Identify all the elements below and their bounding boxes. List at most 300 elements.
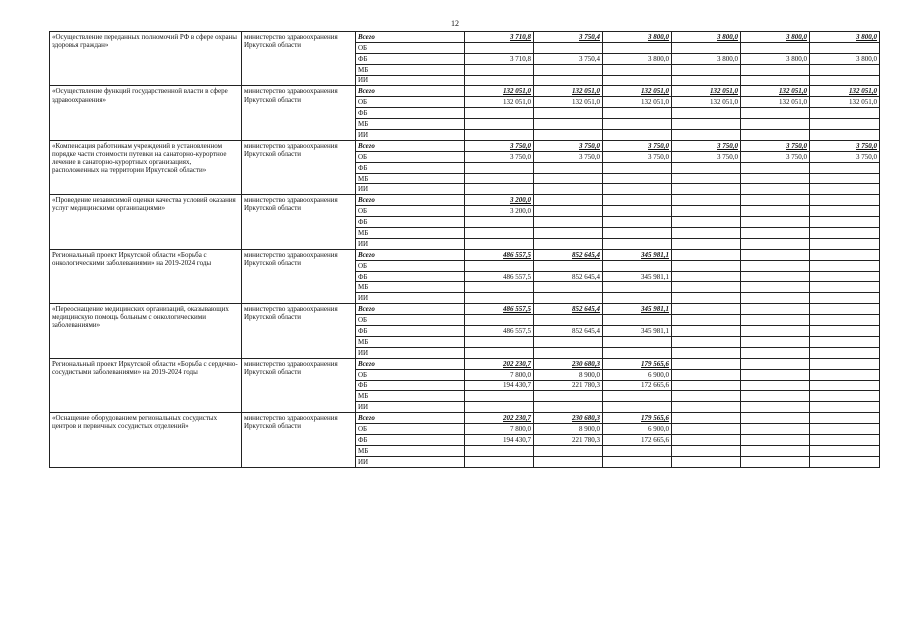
funding-value [741, 64, 810, 75]
funding-value [672, 271, 741, 282]
funding-source: Всего [356, 304, 465, 315]
funding-value: 132 051,0 [603, 97, 672, 108]
funding-value [810, 64, 880, 75]
funding-value [741, 195, 810, 206]
funding-value [603, 315, 672, 326]
funding-source: ИИ [356, 184, 465, 195]
funding-value [810, 238, 880, 249]
funding-value [534, 130, 603, 141]
funding-value: 132 051,0 [810, 97, 880, 108]
funding-value [810, 336, 880, 347]
funding-value: 132 051,0 [534, 97, 603, 108]
funding-source: Всего [356, 249, 465, 260]
funding-value [672, 336, 741, 347]
funding-source: ФБ [356, 53, 465, 64]
funding-value [810, 184, 880, 195]
funding-value [603, 445, 672, 456]
funding-value [465, 238, 534, 249]
funding-value [810, 380, 880, 391]
funding-value: 132 051,0 [672, 97, 741, 108]
funding-value: 852 645,4 [534, 249, 603, 260]
funding-source: ФБ [356, 108, 465, 119]
table-body [50, 32, 880, 468]
funding-value: 3 750,0 [534, 151, 603, 162]
funding-value [810, 228, 880, 239]
funding-value: 8 900,0 [534, 424, 603, 435]
funding-value: 852 645,4 [534, 271, 603, 282]
funding-value: 132 051,0 [603, 86, 672, 97]
funding-source: ФБ [356, 380, 465, 391]
funding-value [810, 445, 880, 456]
funding-value: 132 051,0 [465, 86, 534, 97]
funding-value [534, 119, 603, 130]
funding-value [741, 391, 810, 402]
measure-description: Региональный проект Иркутской области «Борьба с сердечно-сосудистыми заболеваниями» на 2019-2024 годы [50, 358, 242, 412]
funding-source: ФБ [356, 162, 465, 173]
funding-value [603, 119, 672, 130]
funding-value [534, 75, 603, 86]
funding-value [603, 402, 672, 413]
funding-value [603, 282, 672, 293]
funding-value [810, 282, 880, 293]
funding-value [672, 130, 741, 141]
funding-value [741, 293, 810, 304]
funding-value [534, 336, 603, 347]
table-row [50, 195, 880, 206]
funding-value [741, 217, 810, 228]
funding-value [465, 184, 534, 195]
funding-value [810, 293, 880, 304]
funding-value [465, 391, 534, 402]
funding-value [603, 228, 672, 239]
funding-value: 194 430,7 [465, 434, 534, 445]
funding-value [810, 347, 880, 358]
funding-value [672, 369, 741, 380]
funding-value: 194 430,7 [465, 380, 534, 391]
funding-source: МБ [356, 173, 465, 184]
funding-value [465, 456, 534, 467]
funding-value: 3 750,0 [672, 140, 741, 151]
funding-value: 486 557,5 [465, 271, 534, 282]
funding-source: Всего [356, 140, 465, 151]
funding-value [465, 119, 534, 130]
funding-value [534, 456, 603, 467]
funding-source: МБ [356, 282, 465, 293]
funding-value [810, 108, 880, 119]
funding-source: ИИ [356, 130, 465, 141]
measure-description: «Осуществление функций государственной власти в сфере здравоохранения» [50, 86, 242, 140]
funding-value: 486 557,5 [465, 326, 534, 337]
funding-value [672, 315, 741, 326]
funding-value [534, 206, 603, 217]
funding-value: 3 800,0 [810, 53, 880, 64]
funding-value [741, 456, 810, 467]
funding-value [810, 304, 880, 315]
funding-source: ИИ [356, 347, 465, 358]
funding-value: 345 981,1 [603, 326, 672, 337]
funding-value [810, 413, 880, 424]
funding-value [603, 64, 672, 75]
funding-value [810, 75, 880, 86]
funding-value: 132 051,0 [741, 86, 810, 97]
responsible-executor: министерство здравоохранения Иркутской области [242, 140, 356, 194]
table-row [50, 358, 880, 369]
funding-value: 3 710,8 [465, 32, 534, 43]
funding-value: 221 780,3 [534, 380, 603, 391]
funding-value [741, 347, 810, 358]
funding-value [603, 184, 672, 195]
funding-value: 3 710,8 [465, 53, 534, 64]
funding-value [741, 130, 810, 141]
funding-value [810, 434, 880, 445]
funding-value [810, 206, 880, 217]
measure-description: Региональный проект Иркутской области «Борьба с онкологическими заболеваниями» на 2019-2024 годы [50, 249, 242, 303]
responsible-executor: министерство здравоохранения Иркутской области [242, 249, 356, 303]
funding-source: ОБ [356, 42, 465, 53]
funding-source: Всего [356, 32, 465, 43]
funding-value [534, 195, 603, 206]
funding-value [672, 358, 741, 369]
funding-value: 3 750,4 [534, 53, 603, 64]
funding-value [741, 304, 810, 315]
funding-value: 132 051,0 [810, 86, 880, 97]
funding-source: ИИ [356, 238, 465, 249]
funding-value [534, 173, 603, 184]
funding-value: 3 750,0 [741, 140, 810, 151]
funding-value: 852 645,4 [534, 326, 603, 337]
funding-value [672, 282, 741, 293]
funding-value [810, 369, 880, 380]
funding-value [741, 380, 810, 391]
funding-value [603, 130, 672, 141]
funding-value: 3 750,0 [810, 151, 880, 162]
responsible-executor: министерство здравоохранения Иркутской области [242, 358, 356, 412]
funding-value: 3 800,0 [603, 53, 672, 64]
funding-value [603, 217, 672, 228]
funding-value [741, 75, 810, 86]
funding-value [810, 249, 880, 260]
funding-source: ОБ [356, 97, 465, 108]
funding-value [672, 217, 741, 228]
funding-source: Всего [356, 413, 465, 424]
funding-value: 3 750,0 [603, 151, 672, 162]
table-row [50, 413, 880, 424]
measure-description: «Осуществление переданных полномочий РФ в сфере охраны здоровья граждан» [50, 32, 242, 86]
responsible-executor: министерство здравоохранения Иркутской области [242, 413, 356, 467]
funding-value: 3 750,4 [534, 32, 603, 43]
funding-value [741, 271, 810, 282]
funding-value: 345 981,1 [603, 304, 672, 315]
funding-value [741, 282, 810, 293]
funding-value [534, 162, 603, 173]
funding-value [810, 271, 880, 282]
funding-value [741, 369, 810, 380]
funding-value: 172 665,6 [603, 434, 672, 445]
funding-value [465, 217, 534, 228]
funding-value [741, 249, 810, 260]
funding-value [534, 260, 603, 271]
funding-value: 3 750,0 [810, 140, 880, 151]
funding-value: 3 800,0 [672, 32, 741, 43]
funding-value: 8 900,0 [534, 369, 603, 380]
funding-value: 202 230,7 [465, 413, 534, 424]
budget-table [49, 31, 880, 468]
funding-value [672, 42, 741, 53]
funding-value [741, 260, 810, 271]
funding-value [603, 238, 672, 249]
funding-value [534, 228, 603, 239]
funding-value [534, 64, 603, 75]
funding-value: 172 665,6 [603, 380, 672, 391]
funding-value [810, 260, 880, 271]
funding-value: 179 565,6 [603, 358, 672, 369]
funding-value [741, 42, 810, 53]
funding-value [810, 173, 880, 184]
funding-value [810, 195, 880, 206]
funding-value [465, 347, 534, 358]
funding-value: 6 900,0 [603, 424, 672, 435]
responsible-executor: министерство здравоохранения Иркутской области [242, 195, 356, 249]
funding-value [672, 413, 741, 424]
funding-value [741, 315, 810, 326]
funding-value [603, 206, 672, 217]
funding-value [465, 130, 534, 141]
funding-value [672, 424, 741, 435]
funding-source: МБ [356, 445, 465, 456]
funding-value: 345 981,1 [603, 249, 672, 260]
funding-value [741, 206, 810, 217]
funding-value [741, 358, 810, 369]
funding-value: 221 780,3 [534, 434, 603, 445]
funding-value [672, 238, 741, 249]
funding-value [672, 293, 741, 304]
funding-value [810, 424, 880, 435]
funding-value: 6 900,0 [603, 369, 672, 380]
funding-value: 3 750,0 [603, 140, 672, 151]
funding-value [741, 402, 810, 413]
funding-value [672, 391, 741, 402]
funding-value [465, 402, 534, 413]
funding-source: ИИ [356, 456, 465, 467]
funding-value [603, 260, 672, 271]
funding-value [603, 162, 672, 173]
funding-value: 3 750,0 [534, 140, 603, 151]
funding-value [741, 228, 810, 239]
funding-source: ОБ [356, 151, 465, 162]
funding-source: ОБ [356, 424, 465, 435]
funding-value [810, 130, 880, 141]
funding-value: 132 051,0 [465, 97, 534, 108]
funding-value [534, 184, 603, 195]
funding-value [672, 184, 741, 195]
funding-value: 852 645,4 [534, 304, 603, 315]
table-row [50, 86, 880, 97]
funding-source: МБ [356, 336, 465, 347]
funding-value [672, 304, 741, 315]
funding-value: 3 200,0 [465, 195, 534, 206]
funding-source: ФБ [356, 217, 465, 228]
funding-value: 3 750,0 [465, 140, 534, 151]
funding-value: 3 200,0 [465, 206, 534, 217]
funding-source: ФБ [356, 326, 465, 337]
funding-value: 3 800,0 [603, 32, 672, 43]
table-row [50, 304, 880, 315]
page-number: 12 [451, 19, 459, 28]
funding-value [810, 315, 880, 326]
funding-value: 3 800,0 [741, 32, 810, 43]
funding-value [741, 184, 810, 195]
funding-value [603, 195, 672, 206]
funding-value [810, 162, 880, 173]
funding-value [603, 391, 672, 402]
funding-value: 3 800,0 [741, 53, 810, 64]
funding-source: ФБ [356, 434, 465, 445]
funding-value [741, 413, 810, 424]
funding-source: ОБ [356, 315, 465, 326]
funding-value [810, 119, 880, 130]
funding-value [741, 326, 810, 337]
funding-value: 132 051,0 [672, 86, 741, 97]
funding-value [603, 293, 672, 304]
funding-value [672, 434, 741, 445]
funding-value: 179 565,6 [603, 413, 672, 424]
funding-value: 132 051,0 [534, 86, 603, 97]
funding-value [672, 445, 741, 456]
funding-value [810, 391, 880, 402]
funding-value [603, 336, 672, 347]
funding-value: 3 750,0 [741, 151, 810, 162]
funding-value [534, 293, 603, 304]
funding-value [465, 162, 534, 173]
funding-value [810, 358, 880, 369]
funding-value [672, 249, 741, 260]
funding-source: ФБ [356, 271, 465, 282]
funding-value: 3 800,0 [810, 32, 880, 43]
funding-value [672, 456, 741, 467]
funding-value [534, 217, 603, 228]
funding-value: 3 800,0 [672, 53, 741, 64]
funding-source: МБ [356, 391, 465, 402]
funding-value [672, 119, 741, 130]
funding-value [810, 42, 880, 53]
funding-value [741, 434, 810, 445]
funding-source: Всего [356, 358, 465, 369]
funding-value [465, 315, 534, 326]
funding-value [810, 326, 880, 337]
funding-value [741, 238, 810, 249]
funding-value [534, 282, 603, 293]
funding-source: ИИ [356, 293, 465, 304]
funding-value [603, 456, 672, 467]
funding-value [603, 42, 672, 53]
funding-value: 486 557,5 [465, 304, 534, 315]
funding-value [534, 108, 603, 119]
funding-value [672, 75, 741, 86]
funding-value [810, 217, 880, 228]
funding-value: 7 800,0 [465, 369, 534, 380]
responsible-executor: министерство здравоохранения Иркутской области [242, 86, 356, 140]
funding-value [672, 173, 741, 184]
funding-value [465, 173, 534, 184]
funding-source: ИИ [356, 402, 465, 413]
funding-value [810, 456, 880, 467]
funding-value [741, 173, 810, 184]
funding-value [810, 402, 880, 413]
table-row [50, 140, 880, 151]
funding-value [465, 108, 534, 119]
funding-value [534, 445, 603, 456]
funding-source: ОБ [356, 369, 465, 380]
funding-value [741, 445, 810, 456]
funding-value [465, 260, 534, 271]
measure-description: «Оснащение оборудованием региональных сосудистых центров и первичных сосудистых отделений» [50, 413, 242, 467]
funding-source: МБ [356, 119, 465, 130]
funding-value [465, 42, 534, 53]
funding-value [741, 336, 810, 347]
funding-value [603, 108, 672, 119]
funding-source: ОБ [356, 260, 465, 271]
funding-value [672, 206, 741, 217]
measure-description: «Проведение независимой оценки качества условий оказания услуг медицинскими организациями» [50, 195, 242, 249]
funding-value [465, 75, 534, 86]
funding-value [672, 195, 741, 206]
funding-value [741, 424, 810, 435]
funding-value [465, 336, 534, 347]
funding-value [534, 315, 603, 326]
funding-value [672, 162, 741, 173]
funding-value [603, 75, 672, 86]
funding-value [672, 228, 741, 239]
funding-value [465, 282, 534, 293]
funding-value [672, 260, 741, 271]
funding-value [672, 108, 741, 119]
funding-value [465, 293, 534, 304]
funding-value: 7 800,0 [465, 424, 534, 435]
funding-source: Всего [356, 86, 465, 97]
table-row [50, 249, 880, 260]
funding-value: 230 680,3 [534, 358, 603, 369]
funding-value [741, 108, 810, 119]
funding-source: МБ [356, 228, 465, 239]
funding-value: 230 680,3 [534, 413, 603, 424]
funding-value [534, 238, 603, 249]
funding-value [672, 347, 741, 358]
funding-value: 345 981,1 [603, 271, 672, 282]
funding-source: Всего [356, 195, 465, 206]
funding-value: 3 750,0 [672, 151, 741, 162]
funding-source: МБ [356, 64, 465, 75]
funding-value [465, 228, 534, 239]
funding-value [603, 173, 672, 184]
measure-description: «Переоснащение медицинских организаций, оказывающих медицинскую помощь больным с онкологическими заболеваниями» [50, 304, 242, 358]
funding-value [672, 402, 741, 413]
responsible-executor: министерство здравоохранения Иркутской области [242, 32, 356, 86]
funding-source: ИИ [356, 75, 465, 86]
funding-value [741, 119, 810, 130]
funding-value [534, 402, 603, 413]
funding-value [672, 380, 741, 391]
funding-value [603, 347, 672, 358]
funding-value [465, 445, 534, 456]
funding-value [465, 64, 534, 75]
funding-value [741, 162, 810, 173]
funding-value [672, 64, 741, 75]
measure-description: «Компенсация работникам учреждений в установленном порядке части стоимости путевки на санаторно-курортное лечение в санаторно-курортных организациях, расположенных на территории Иркутской области» [50, 140, 242, 194]
table-row [50, 32, 880, 43]
funding-value: 202 230,7 [465, 358, 534, 369]
funding-value [534, 391, 603, 402]
responsible-executor: министерство здравоохранения Иркутской области [242, 304, 356, 358]
